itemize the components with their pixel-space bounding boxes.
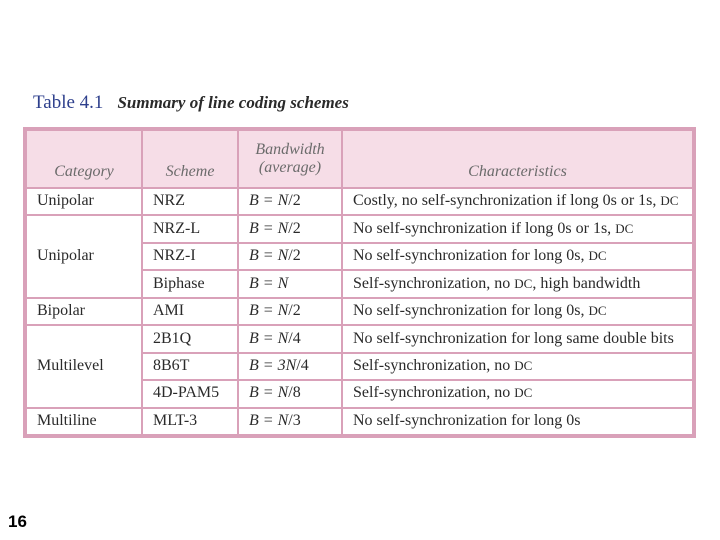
scheme-cell: NRZ [142,188,238,215]
characteristics-cell [342,353,693,380]
table-number: Table 4.1 [33,92,104,113]
characteristics-cell [342,270,693,297]
bandwidth-divisor: /2 [288,192,301,210]
characteristics-cell [342,325,693,352]
line-coding-table [23,127,696,438]
char-text: Self-synchronization, no [353,384,515,402]
char-dc: DC [514,275,533,291]
header-category: Category [26,130,142,188]
char-text-tail: , high bandwidth [532,274,641,292]
scheme-cell: Biphase [142,270,238,297]
bandwidth-divisor: /4 [288,329,301,347]
scheme-cell: AMI [142,298,238,325]
char-text: No self-synchronization for long 0s [353,411,581,429]
bandwidth-expr: B = N [249,329,289,347]
bandwidth-cell [238,188,342,215]
table-row [26,215,693,242]
bandwidth-expr: B = 3N [249,356,297,374]
header-bandwidth-line1: Bandwidth [255,141,325,159]
bandwidth-expr: B = N [249,247,289,265]
bandwidth-cell [238,270,342,297]
bandwidth-expr: B = N [249,274,289,292]
char-dc: DC [615,220,634,236]
char-text: Self-synchronization, no [353,274,515,292]
category-cell: Multilevel [26,325,142,407]
bandwidth-cell [238,408,342,436]
bandwidth-expr: B = N [249,219,289,237]
char-text: Self-synchronization, no [353,356,515,374]
scheme-cell: 4D-PAM5 [142,380,238,407]
bandwidth-cell [238,243,342,270]
bandwidth-divisor: /8 [288,384,301,402]
table-row [26,298,693,325]
category-cell: Bipolar [26,298,142,325]
table-header-row [26,130,693,188]
char-text: No self-synchronization for long same double bits [353,329,674,347]
char-text: No self-synchronization for long 0s, [353,302,589,320]
characteristics-cell [342,188,693,215]
bandwidth-divisor: /2 [288,302,301,320]
characteristics-cell [342,298,693,325]
char-dc: DC [660,193,679,209]
scheme-cell: NRZ-I [142,243,238,270]
header-bandwidth-line2: (average) [258,159,322,176]
category-cell: Multiline [26,408,142,436]
char-dc: DC [588,303,607,319]
bandwidth-divisor: /2 [288,247,301,265]
bandwidth-cell [238,353,342,380]
header-characteristics: Characteristics [342,130,693,188]
slide-number: 16 [8,512,27,531]
characteristics-cell [342,380,693,407]
table-row [26,325,693,352]
bandwidth-cell [238,380,342,407]
bandwidth-expr: B = N [249,411,289,429]
scheme-cell: NRZ-L [142,215,238,242]
bandwidth-cell [238,298,342,325]
scheme-cell: 8B6T [142,353,238,380]
scheme-cell: MLT-3 [142,408,238,436]
char-dc: DC [514,385,533,401]
char-text: No self-synchronization for long 0s, [353,247,589,265]
table-title: Summary of line coding schemes [117,93,349,112]
char-text: Costly, no self-synchronization if long 0s or 1s, [353,192,661,210]
scheme-cell: 2B1Q [142,325,238,352]
bandwidth-expr: B = N [249,192,289,210]
header-scheme: Scheme [142,130,238,188]
char-dc: DC [588,248,607,264]
header-bandwidth [238,130,342,188]
bandwidth-expr: B = N [249,302,289,320]
char-text: No self-synchronization if long 0s or 1s, [353,219,616,237]
bandwidth-divisor: /4 [296,356,309,374]
bandwidth-expr: B = N [249,384,289,402]
bandwidth-cell [238,325,342,352]
category-cell: Unipolar [26,215,142,297]
table-row [26,188,693,215]
table-caption [33,92,349,114]
characteristics-cell [342,408,693,436]
char-dc: DC [514,357,533,373]
table-row [26,408,693,436]
characteristics-cell [342,243,693,270]
bandwidth-cell [238,215,342,242]
characteristics-cell [342,215,693,242]
bandwidth-divisor: /2 [288,219,301,237]
category-cell: Unipolar [26,188,142,215]
bandwidth-divisor: /3 [288,411,301,429]
